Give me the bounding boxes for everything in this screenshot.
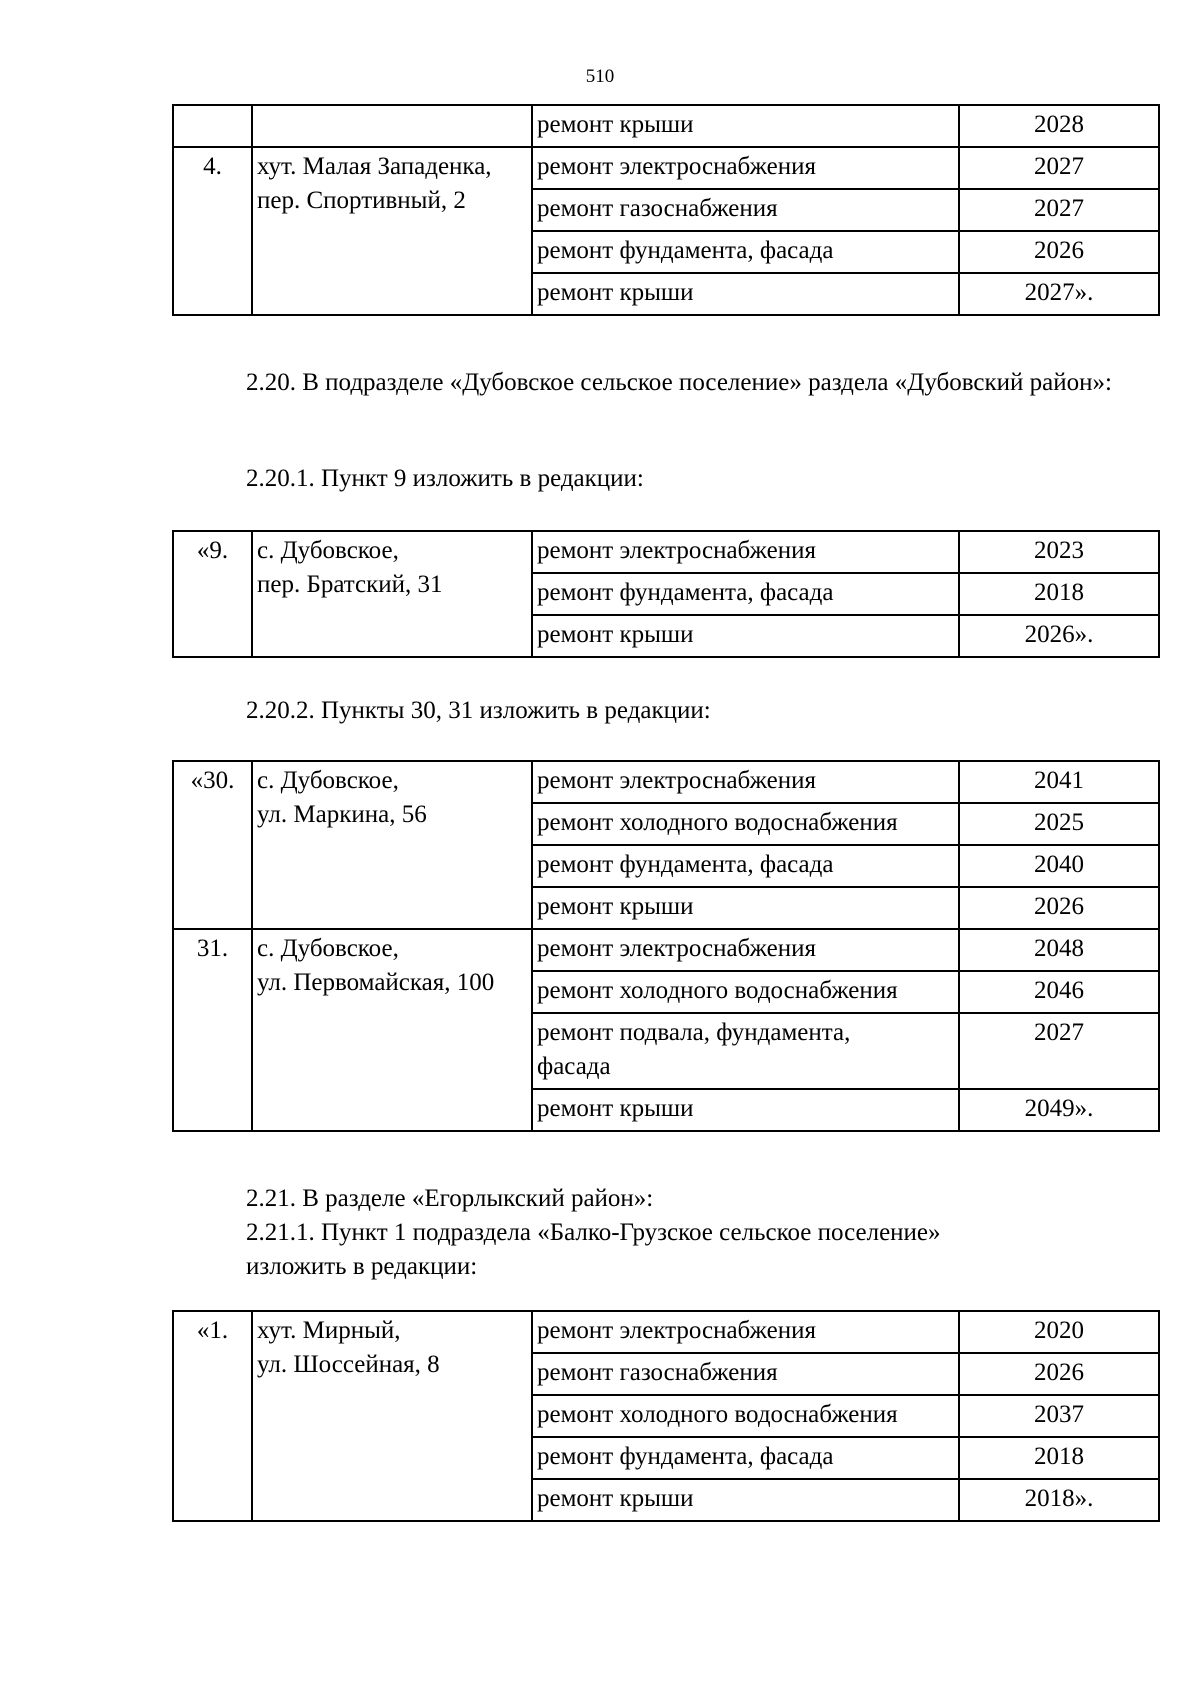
- work-type: ремонт газоснабжения: [532, 1353, 959, 1395]
- repair-year: 2026: [959, 1353, 1159, 1395]
- address-cell: [252, 1311, 532, 1521]
- item-number: «1.: [173, 1311, 252, 1521]
- work-type: ремонт крыши: [532, 615, 959, 657]
- address-line-settlement: хут. Малая Западенка,: [257, 153, 492, 180]
- repair-year: 2048: [959, 929, 1159, 971]
- repair-table-1: [172, 104, 1160, 316]
- repair-year: 2027: [959, 147, 1159, 189]
- item-number: 4.: [173, 147, 252, 315]
- item-number: «30.: [173, 761, 252, 929]
- repair-year: 2027».: [959, 273, 1159, 315]
- repair-year: 2026: [959, 887, 1159, 929]
- work-type: ремонт крыши: [532, 273, 959, 315]
- work-type: ремонт крыши: [532, 887, 959, 929]
- repair-year: 2027: [959, 1013, 1159, 1089]
- address-line-street: пер. Спортивный, 2: [257, 187, 466, 214]
- repair-year: 2020: [959, 1311, 1159, 1353]
- section-2-21-paragraph: [172, 1182, 1200, 1284]
- section-2-21-1-line: 2.21.1. Пункт 1 подраздела «Балко-Грузское сельское поселение»: [246, 1219, 941, 1246]
- work-type: ремонт крыши: [532, 1479, 959, 1521]
- repair-year: 2040: [959, 845, 1159, 887]
- item-number: «9.: [173, 531, 252, 657]
- repair-year: 2027: [959, 189, 1159, 231]
- repair-year: 2026».: [959, 615, 1159, 657]
- table-row: [173, 1311, 1159, 1353]
- repair-year: 2049».: [959, 1089, 1159, 1131]
- section-2-20-2-paragraph: 2.20.2. Пункты 30, 31 изложить в редакции:: [246, 697, 711, 724]
- repair-year: 2023: [959, 531, 1159, 573]
- repair-year: 2025: [959, 803, 1159, 845]
- repair-year: 2018: [959, 1437, 1159, 1479]
- work-type: ремонт фундамента, фасада: [532, 231, 959, 273]
- repair-table-2: [172, 530, 1160, 658]
- address-line-settlement: с. Дубовское,: [257, 767, 399, 794]
- repair-year: 2018: [959, 573, 1159, 615]
- repair-year: 2046: [959, 971, 1159, 1013]
- work-type: ремонт электроснабжения: [532, 147, 959, 189]
- work-type: ремонт электроснабжения: [532, 531, 959, 573]
- repair-year: 2037: [959, 1395, 1159, 1437]
- work-type: ремонт электроснабжения: [532, 1311, 959, 1353]
- section-2-21-line: 2.21. В разделе «Егорлыкский район»:: [246, 1185, 654, 1212]
- work-type: ремонт подвала, фундамента, фасада: [532, 1013, 959, 1089]
- address-cell: [252, 147, 532, 315]
- address-line-settlement: хут. Мирный,: [257, 1317, 401, 1344]
- repair-year: 2041: [959, 761, 1159, 803]
- address-line-settlement: с. Дубовское,: [257, 537, 399, 564]
- address-line-street: ул. Первомайская, 100: [257, 969, 495, 996]
- section-2-20-1-paragraph: 2.20.1. Пункт 9 изложить в редакции:: [246, 465, 644, 492]
- address-cell: [252, 531, 532, 657]
- section-2-20-paragraph: 2.20. В подразделе «Дубовское сельское поселение» раздела «Дубовский район»:: [246, 369, 1112, 396]
- work-type: ремонт фундамента, фасада: [532, 573, 959, 615]
- work-type: ремонт фундамента, фасада: [532, 845, 959, 887]
- table-row: [173, 761, 1159, 803]
- address-line-street: пер. Братский, 31: [257, 571, 443, 598]
- address-line-street: ул. Маркина, 56: [257, 801, 427, 828]
- table-row: [173, 929, 1159, 971]
- address-cell: [252, 105, 532, 147]
- repair-table-3: [172, 760, 1160, 1132]
- repair-year: 2028: [959, 105, 1159, 147]
- work-type: ремонт газоснабжения: [532, 189, 959, 231]
- work-type: ремонт холодного водоснабжения: [532, 1395, 959, 1437]
- work-type: ремонт крыши: [532, 105, 959, 147]
- repair-year: 2026: [959, 231, 1159, 273]
- item-number: 31.: [173, 929, 252, 1131]
- table-row: [173, 147, 1159, 189]
- address-line-street: ул. Шоссейная, 8: [257, 1351, 440, 1378]
- work-type: ремонт электроснабжения: [532, 761, 959, 803]
- section-2-21-1-line-continued: изложить в редакции:: [246, 1253, 478, 1280]
- work-type: ремонт фундамента, фасада: [532, 1437, 959, 1479]
- work-type: ремонт крыши: [532, 1089, 959, 1131]
- work-type: ремонт холодного водоснабжения: [532, 971, 959, 1013]
- work-type: ремонт холодного водоснабжения: [532, 803, 959, 845]
- repair-year: 2018».: [959, 1479, 1159, 1521]
- item-number: [173, 105, 252, 147]
- table-row: [173, 105, 1159, 147]
- address-cell: [252, 761, 532, 929]
- address-line-settlement: с. Дубовское,: [257, 935, 399, 962]
- work-type: ремонт электроснабжения: [532, 929, 959, 971]
- table-row: [173, 531, 1159, 573]
- address-cell: [252, 929, 532, 1131]
- page-number: 510: [585, 66, 615, 87]
- repair-table-4: [172, 1310, 1160, 1522]
